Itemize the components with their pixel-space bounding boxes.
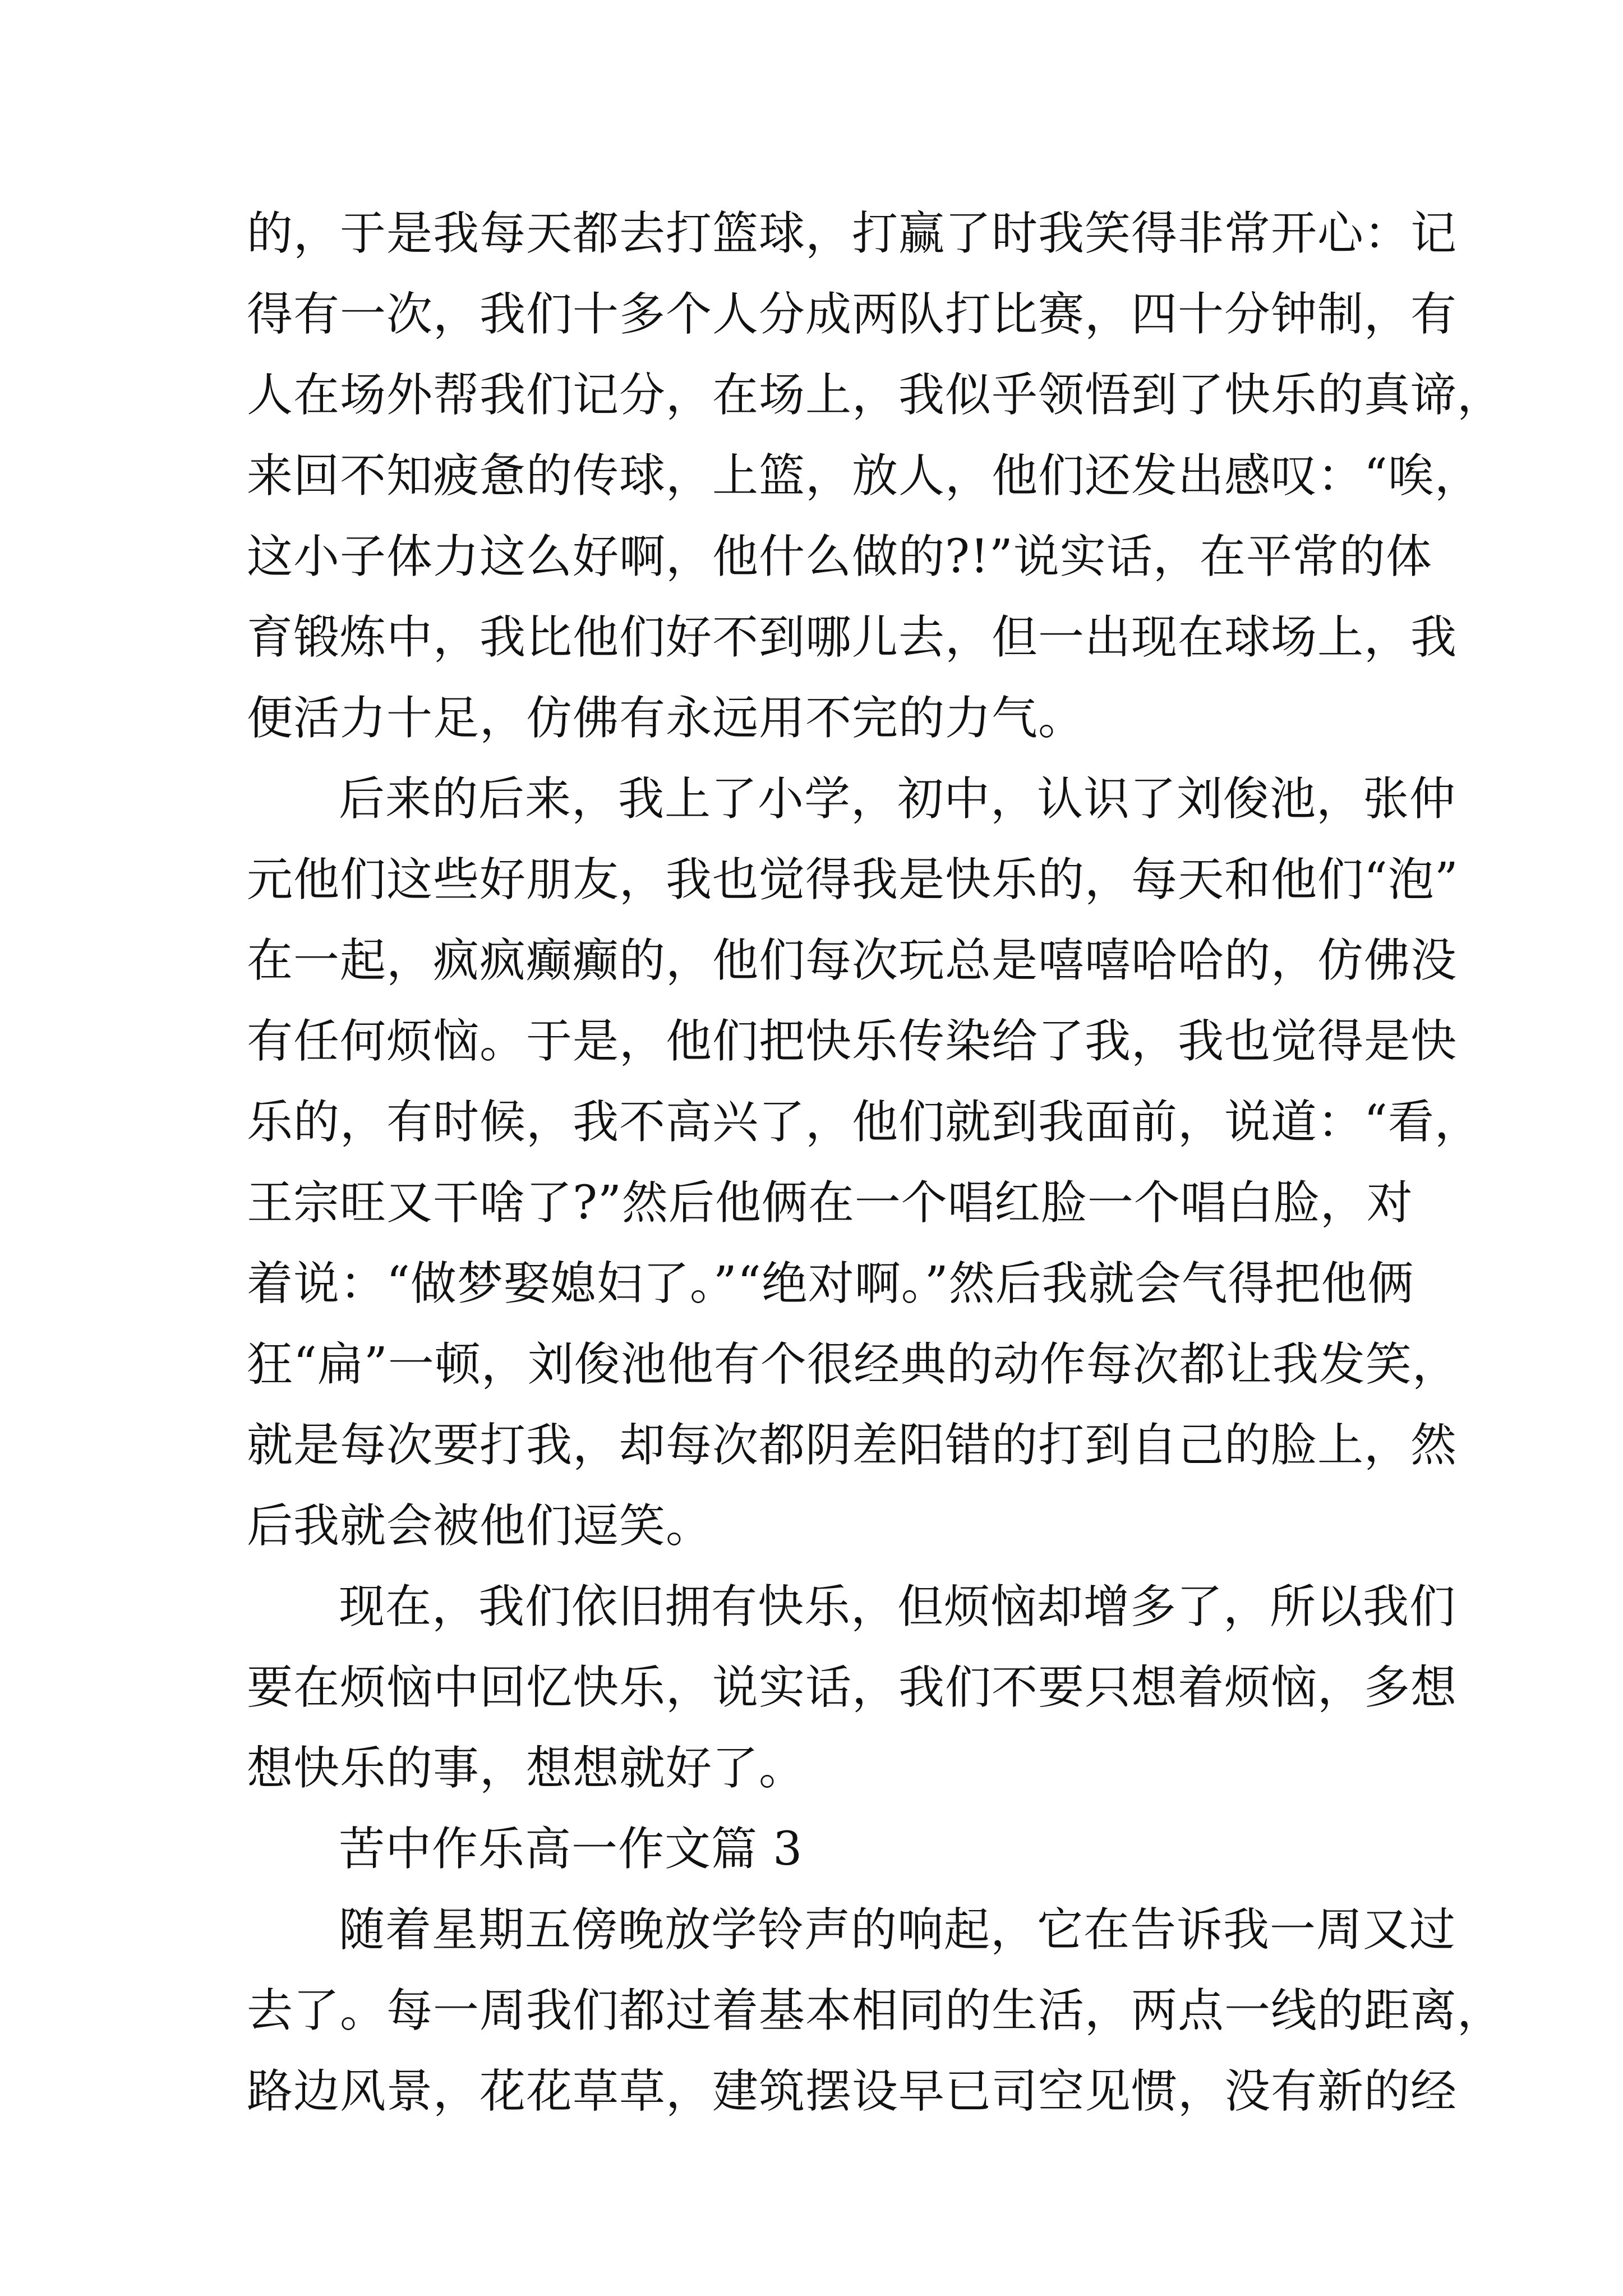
text-line: 着说：“做梦娶媳妇了。”“绝对啊。”然后我就会气得把他俩 <box>247 1257 1414 1310</box>
text-line: 在一起，疯疯癫癫的，他们每次玩总是嘻嘻哈哈的，仿佛没 <box>247 934 1458 987</box>
text-line: 便活力十足，仿佛有永远用不完的力气。 <box>247 692 1085 745</box>
text-line: 想快乐的事，想想就好了。 <box>247 1742 806 1795</box>
text-line: 这小子体力这么好啊，他什么做的?!”说实话，在平常的体 <box>247 530 1432 583</box>
text-line: 来回不知疲惫的传球，上篮，放人，他们还发出感叹：“唉， <box>247 449 1481 503</box>
text-line: 有任何烦恼。于是，他们把快乐传染给了我，我也觉得是快 <box>247 1015 1458 1068</box>
text-line: 育锻炼中，我比他们好不到哪儿去，但一出现在球场上，我 <box>247 611 1458 664</box>
text-line: 元他们这些好朋友，我也觉得我是快乐的，每天和他们“泡” <box>247 853 1459 907</box>
text-line: 狂“扁”一顿，刘俊池他有个很经典的动作每次都让我发笑， <box>247 1338 1459 1391</box>
text-line: 后我就会被他们逗笑。 <box>247 1499 713 1553</box>
text-line: 得有一次，我们十多个人分成两队打比赛，四十分钟制，有 <box>247 288 1458 341</box>
text-line: 人在场外帮我们记分，在场上，我似乎领悟到了快乐的真谛， <box>247 369 1504 422</box>
text-line: 路边风景，花花草草，建筑摆设早已司空见惯，没有新的经 <box>247 2065 1458 2118</box>
paragraph-start-line: 现在，我们依旧拥有快乐，但烦恼却增多了，所以我们 <box>339 1580 1456 1634</box>
text-line: 的，于是我每天都去打篮球，打赢了时我笑得非常开心：记 <box>247 207 1458 260</box>
text-line: 要在烦恼中回忆快乐，说实话，我们不要只想着烦恼，多想 <box>247 1661 1458 1714</box>
section-heading: 苦中作乐高一作文篇 3 <box>339 1823 803 1876</box>
paragraph-start-line: 后来的后来，我上了小学，初中，认识了刘俊池，张仲 <box>339 772 1456 826</box>
text-line: 去了。每一周我们都过着基本相同的生活，两点一线的距离， <box>247 1984 1504 2037</box>
text-line: 就是每次要打我，却每次都阴差阳错的打到自己的脸上，然 <box>247 1419 1458 1472</box>
essay-body <box>247 194 1504 2132</box>
text-line: 王宗旺又干啥了?”然后他俩在一个唱红脸一个唱白脸，对 <box>247 1176 1413 1230</box>
paragraph-start-line: 随着星期五傍晚放学铃声的响起，它在告诉我一周又过 <box>339 1903 1456 1957</box>
text-line: 乐的，有时候，我不高兴了，他们就到我面前，说道：“看， <box>247 1096 1481 1149</box>
